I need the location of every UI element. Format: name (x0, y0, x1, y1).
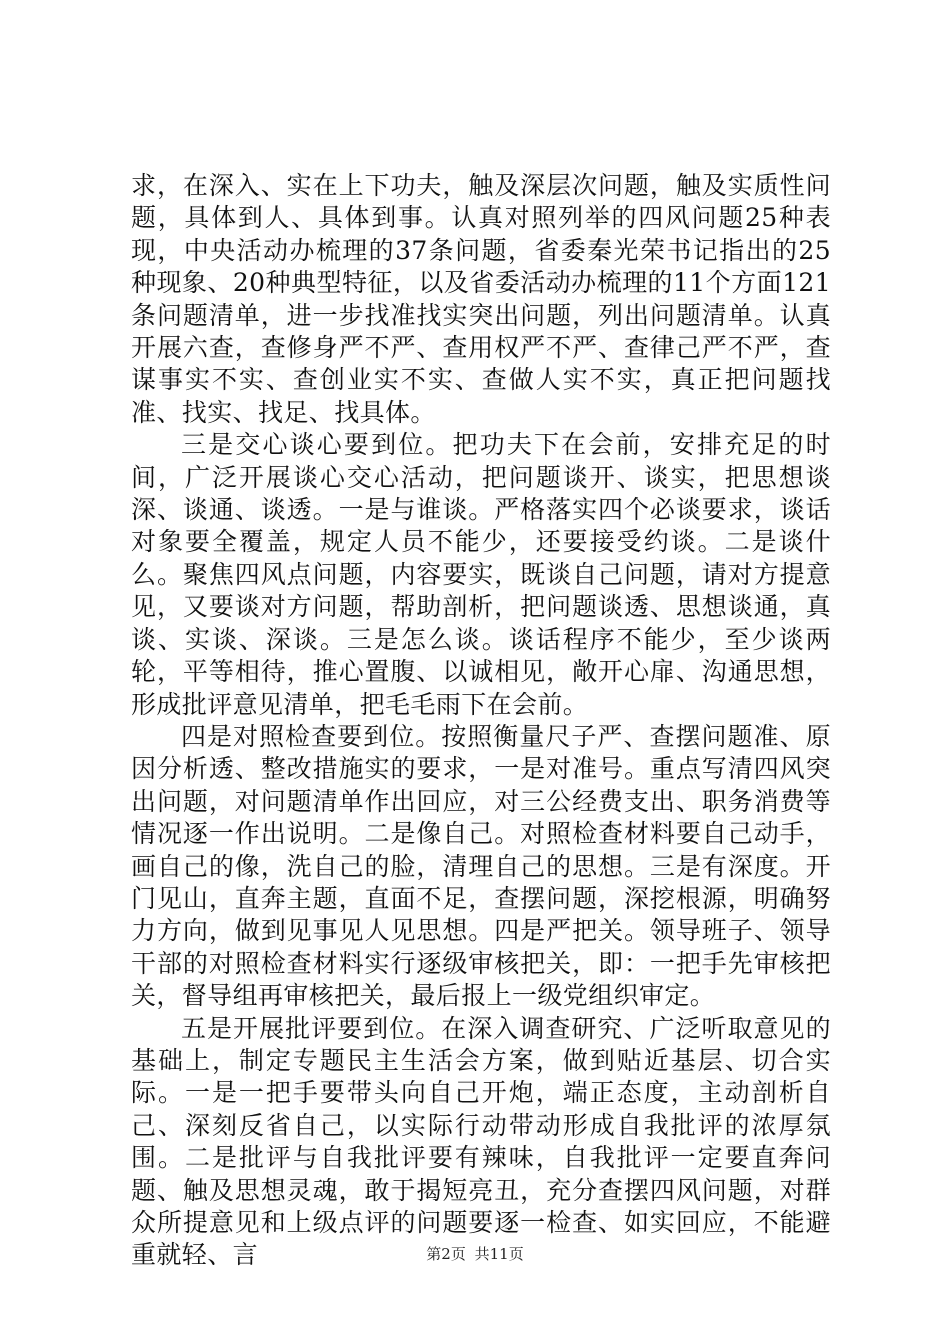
page-number: 第2页 (426, 1245, 466, 1263)
document-body (131, 170, 831, 1272)
paragraph-4: 五是开展批评要到位。在深入调查研究、广泛听取意见的基础上，制定专题民主生活会方案，做到贴近基层、切合实际。一是一把手要带头向自己开炮，端正态度，主动剖析自己、深刻反省自己，以实际行动带动形成自我批评的浓厚氛围。二是批评与自我批评要有辣味，自我批评一定要直奔问题、触及思想灵魂，敢于揭短亮丑，充分查摆四风问题，对群众所提意见和上级点评的问题要逐一检查、如实回应，不能避重就轻、言 (131, 1013, 831, 1270)
page-total: 共11页 (474, 1245, 524, 1263)
page-footer (0, 1243, 950, 1264)
paragraph-3: 四是对照检查要到位。按照衡量尺子严、查摆问题准、原因分析透、整改措施实的要求，一是对准号。重点写清四风突出问题，对问题清单作出回应，对三公经费支出、职务消费等情况逐一作出说明。二是像自己。对照检查材料要自己动手，画自己的像，洗自己的脸，清理自己的思想。三是有深度。开门见山，直奔主题，直面不足，查摆问题，深挖根源，明确努力方向，做到见事见人见思想。四是严把关。领导班子、领导干部的对照检查材料实行逐级审核把关，即：一把手先审核把关，督导组再审核把关，最后报上一级党组织审定。 (131, 721, 831, 1011)
paragraph-2: 三是交心谈心要到位。把功夫下在会前，安排充足的时间，广泛开展谈心交心活动，把问题谈开、谈实，把思想谈深、谈通、谈透。一是与谁谈。严格落实四个必谈要求，谈话对象要全覆盖，规定人员不能少，还要接受约谈。二是谈什么。聚焦四风点问题，内容要实，既谈自己问题，请对方提意见，又要谈对方问题，帮助剖析，把问题谈透、思想谈通，真谈、实谈、深谈。三是怎么谈。谈话程序不能少，至少谈两轮，平等相待，推心置腹、以诚相见，敞开心扉、沟通思想，形成批评意见清单，把毛毛雨下在会前。 (131, 430, 831, 719)
paragraph-1: 求，在深入、实在上下功夫，触及深层次问题，触及实质性问题，具体到人、具体到事。认真对照列举的四风问题25种表现，中央活动办梳理的37条问题，省委秦光荣书记指出的25种现象、20种典型特征，以及省委活动办梳理的11个方面121条问题清单，进一步找准找实突出问题，列出问题清单。认真开展六查，查修身严不严、查用权严不严、查律己严不严，查谋事实不实、查创业实不实、查做人实不实，真正把问题找准、找实、找足、找具体。 (131, 171, 831, 427)
